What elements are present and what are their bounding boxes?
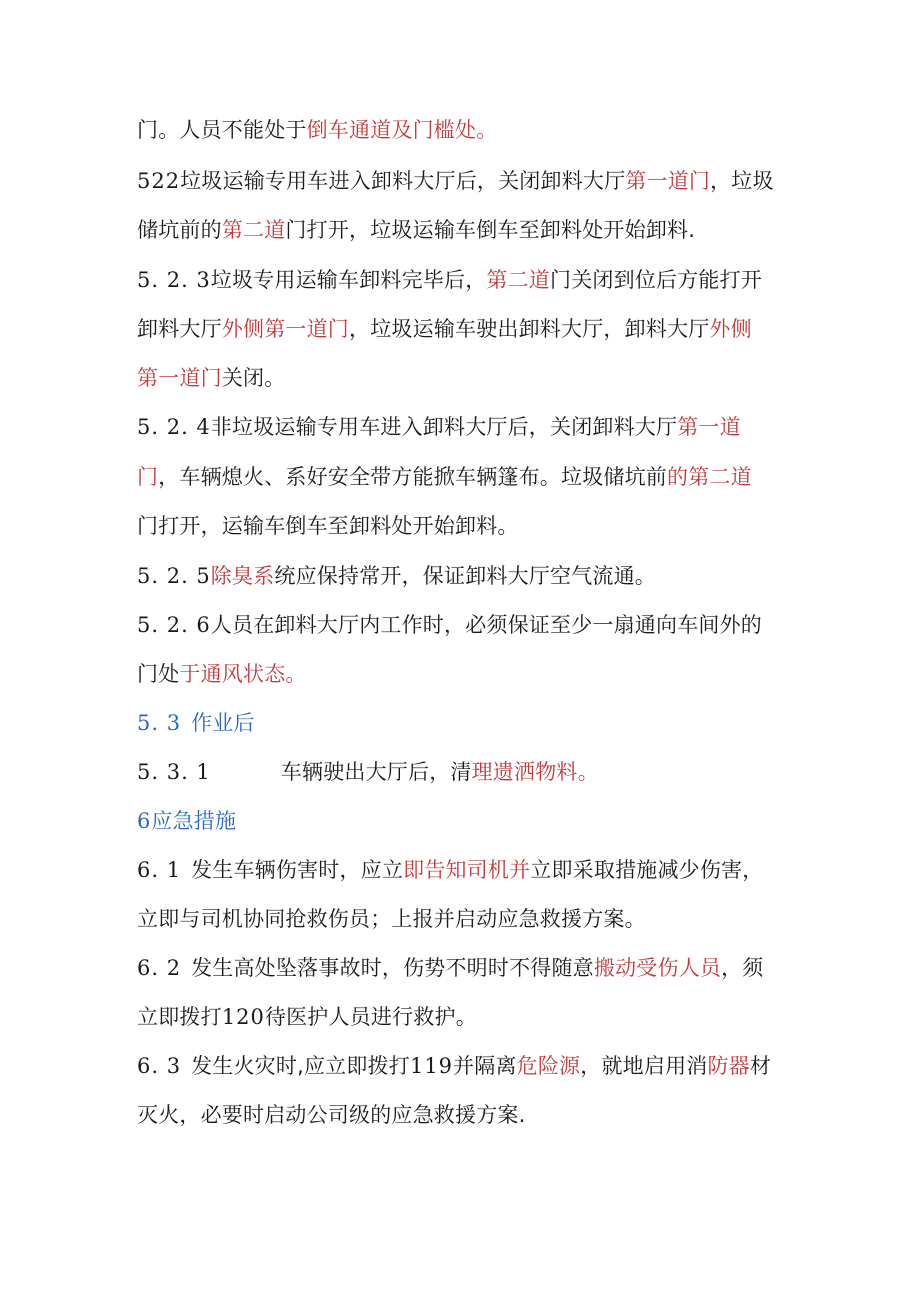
highlight-text: 防器 (707, 1054, 750, 1078)
highlight-text: 第一道 (677, 415, 741, 439)
section-number: 5. 2. 4 (137, 415, 211, 439)
highlight-text: 第一道门 (625, 169, 711, 193)
section-heading-6 (137, 806, 236, 836)
line-text: 门关闭到位后方能打开 (550, 268, 763, 292)
text-line-16 (137, 855, 763, 885)
text-line-5 (137, 314, 752, 344)
section-number: 5. 3 (137, 711, 182, 735)
line-text: 立即采取措施减少伤害， (530, 858, 764, 882)
line-text: 非垃圾运输专用车进入卸料大厅后，关闭卸料大厅 (210, 415, 678, 439)
line-text: 发生火灾时,应立即拨打 (191, 1054, 410, 1078)
text-line-9 (137, 511, 519, 541)
text-line-8 (137, 462, 752, 492)
line-text: 发生车辆伤害时，应立 (191, 858, 404, 882)
heading-text: 应急措施 (151, 809, 237, 833)
line-text: 并隔离 (453, 1054, 517, 1078)
line-text: 关闭。 (221, 366, 286, 390)
highlight-text: 外侧第一道门 (221, 317, 350, 341)
text-line-3 (137, 215, 695, 245)
highlight-text: 门 (137, 465, 159, 489)
section-number: 6 (137, 809, 152, 833)
section-number: 522 (137, 169, 181, 193)
line-text: 卸料大厅 (137, 317, 222, 341)
line-text: ，垃圾运输车驶出卸料大厅，卸料大厅 (349, 317, 710, 341)
highlight-text: 外侧 (709, 317, 752, 341)
highlight-text: 的第二道 (667, 465, 752, 489)
line-text: 人员在卸料大厅内工作时，必须保证至少一扇通向车间外的 (210, 613, 762, 637)
text-line-1 (137, 115, 497, 145)
line-text: 统应保持常开，保证卸料大厅空气流通。 (274, 564, 657, 588)
line-text: 立即拨打 (137, 1005, 222, 1029)
highlight-text: 第一道门 (137, 366, 222, 390)
section-number: 5. 2. 5 (137, 564, 211, 588)
line-text: 车辆驶出大厅后，清 (280, 760, 472, 784)
section-number: 5. 2. 3 (137, 268, 211, 292)
line-text: 垃圾运输专用车进入卸料大厅后，关闭卸料大厅 (180, 169, 626, 193)
line-text: 发生高处坠落事故时，伤势不明时不得随意 (191, 956, 594, 980)
section-number: 6. 3 (137, 1054, 182, 1078)
line-text: 门打开，运输车倒车至卸料处开始卸料。 (137, 514, 519, 538)
text-line-6 (137, 363, 285, 393)
line-text: 门处 (137, 662, 180, 686)
text-line-19 (137, 1002, 477, 1032)
highlight-text: 第二道 (221, 218, 286, 242)
highlight-text: 搬动受伤人员 (593, 956, 722, 980)
highlight-text: 即告知司机并 (403, 858, 531, 882)
line-text: 储坑前的 (137, 218, 222, 242)
text-line-2 (137, 166, 774, 196)
text-line-17 (137, 904, 646, 934)
text-line-14 (137, 757, 599, 787)
line-text: ，就地启用消 (580, 1054, 708, 1078)
line-text: 灭火，必要时启动公司级的应急救援方案. (137, 1103, 526, 1127)
heading-text: 作业后 (191, 711, 255, 735)
highlight-text: 第二道 (486, 268, 551, 292)
line-text: ，车辆熄火、系好安全带方能掀车辆篷布。垃圾储坑前 (158, 465, 668, 489)
line-text: ，须 (721, 956, 764, 980)
section-number: 6. 2 (137, 956, 182, 980)
line-text: 立即与司机协同抢救伤员；上报并启动应急救援方案。 (137, 907, 646, 931)
highlight-text: 危险源 (516, 1054, 581, 1078)
text-line-4 (137, 265, 762, 295)
phone-number: 119 (409, 1054, 454, 1078)
highlight-text: 除臭系 (210, 564, 275, 588)
line-text: 待医护人员进行救护。 (264, 1005, 477, 1029)
highlight-text: 倒车通道及门槛处。 (306, 118, 498, 142)
text-line-12 (137, 659, 307, 689)
text-line-11 (137, 610, 762, 640)
line-text: 垃圾专用运输车卸料完毕后， (210, 268, 487, 292)
line-text: 门打开，垃圾运输车倒车至卸料处开始卸料. (285, 218, 696, 242)
text-line-7 (137, 412, 741, 442)
text-line-10 (137, 561, 656, 591)
line-text: 门。人员不能处于 (137, 118, 307, 142)
text-line-21 (137, 1100, 525, 1130)
phone-number: 120 (221, 1005, 265, 1029)
highlight-text: 于通风状态。 (179, 662, 307, 686)
section-number: 5. 3. 1 (137, 760, 211, 784)
text-line-18 (137, 953, 764, 983)
highlight-text: 理遗洒物料。 (471, 760, 599, 784)
line-text: ，垃圾 (710, 169, 774, 193)
section-number: 5. 2. 6 (137, 613, 211, 637)
section-heading-5-3 (137, 708, 255, 738)
line-text: 材 (749, 1054, 772, 1078)
text-line-20 (137, 1051, 771, 1081)
section-number: 6. 1 (137, 858, 182, 882)
